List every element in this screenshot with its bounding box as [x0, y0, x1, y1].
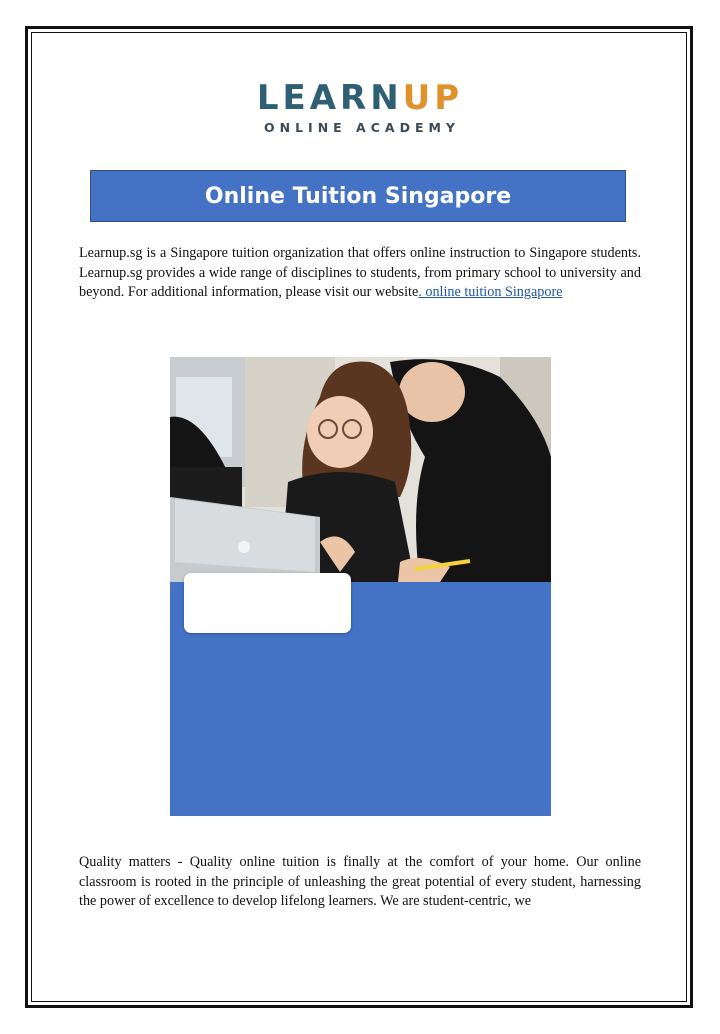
- logo-subtitle: ONLINE ACADEMY: [264, 120, 460, 135]
- students-photo: [170, 357, 551, 816]
- logo-learn-text: LEARN: [256, 78, 403, 118]
- online-tuition-link[interactable]: . online tuition Singapore: [418, 284, 563, 301]
- title-banner: [90, 170, 626, 222]
- logo-up-text: UP: [402, 78, 464, 118]
- body-paragraph: Quality matters - Quality online tuition is finally at the comfort of your home. Our online classroom is rooted in the principle of unleashing the great potential of every student, harnessing the power of excellence to develop lifelong learners. We are student-centric, we: [79, 854, 641, 910]
- banner-title: Online Tuition Singapore: [204, 183, 512, 209]
- logo-wordmark: [0, 80, 720, 116]
- intro-text: Learnup.sg is a Singapore tuition organization that offers online instruction to Singapore students. Learnup.sg provides a wide range of disciplines to students, from primary school to university and beyond. For additional information, please visit our website: [79, 245, 641, 301]
- white-card: [184, 573, 351, 633]
- intro-paragraph: [79, 244, 641, 303]
- learnup-logo: [0, 80, 720, 135]
